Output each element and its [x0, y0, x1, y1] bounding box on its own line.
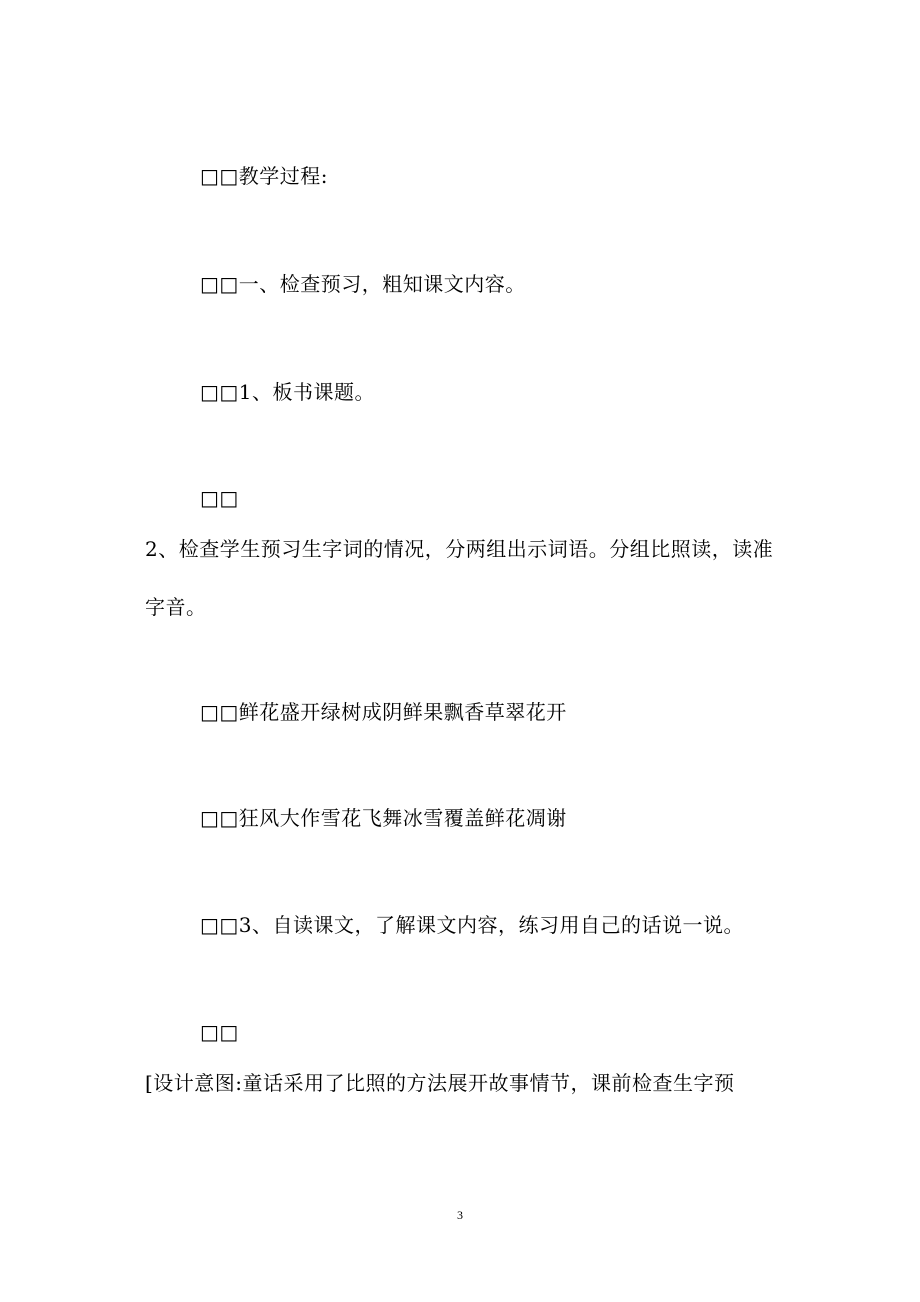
- paragraph-teaching-process: □□教学过程:: [200, 164, 329, 188]
- paragraph-item-2-cont: 字音。: [145, 595, 207, 619]
- paragraph-item-1: □□1、板书课题。: [200, 380, 376, 404]
- page-number: 3: [457, 1208, 463, 1222]
- paragraph-item-3: □□3、自读课文，了解课文内容，练习用自己的话说一说。: [200, 913, 745, 937]
- paragraph-blank-1: □□: [200, 486, 239, 510]
- paragraph-word-group-2: □□狂风大作雪花飞舞冰雪覆盖鲜花凋谢: [200, 806, 567, 830]
- paragraph-item-2: 2、检查学生预习生字词的情况，分两组出示词语。分组比照读，读准: [145, 537, 774, 561]
- paragraph-design-intent: [设计意图:童话采用了比照的方法展开故事情节，课前检查生字预: [145, 1071, 735, 1095]
- paragraph-step-one: □□一、检查预习，粗知课文内容。: [200, 272, 526, 296]
- paragraph-word-group-1: □□鲜花盛开绿树成阴鲜果飘香草翠花开: [200, 700, 567, 724]
- paragraph-blank-2: □□: [200, 1020, 239, 1044]
